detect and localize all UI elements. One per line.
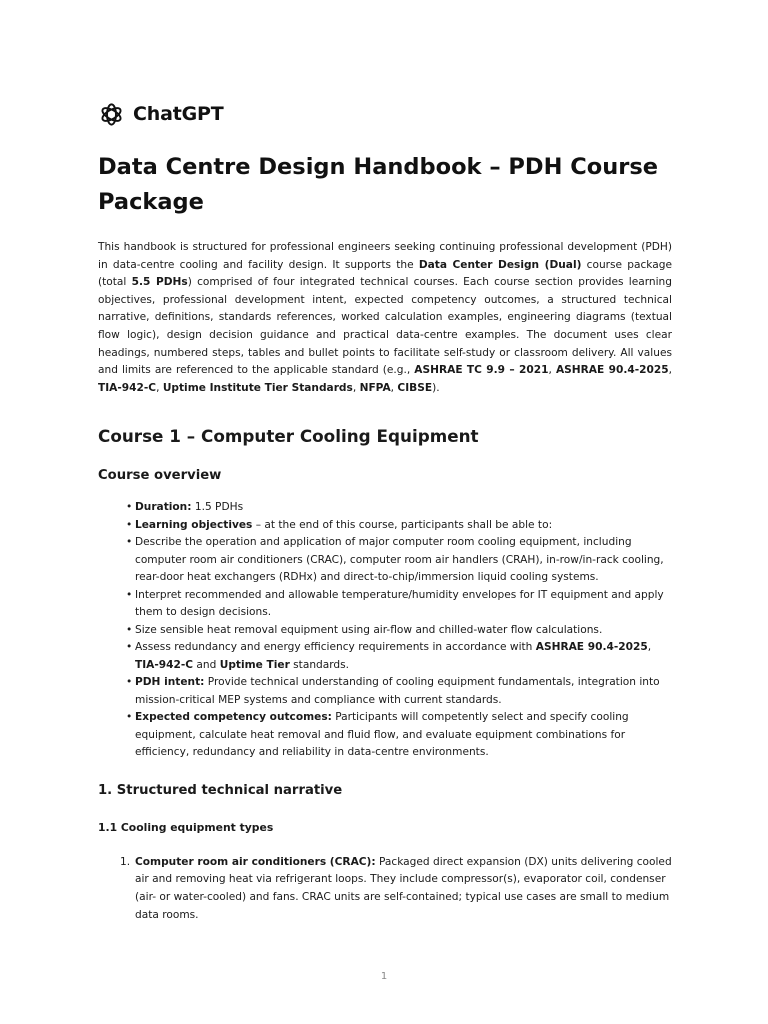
- list-number: 1.: [120, 855, 131, 868]
- list-item: • Size sensible heat removal equipment using air-flow and chilled-water flow calculations.: [126, 622, 672, 640]
- document-page: [98, 100, 672, 924]
- structured-narrative-heading: 1. Structured technical narrative: [98, 782, 343, 798]
- list-item: • Interpret recommended and allowable temperature/humidity envelopes for IT equipment and apply them to design decisions.: [126, 587, 672, 622]
- list-item: • Learning objectives – at the end of this course, participants shall be able to:: [126, 517, 672, 535]
- list-item: • Assess redundancy and energy efficiency requirements in accordance with ASHRAE 90.4-2025, TIA-942-C and Uptime Tier standards.: [126, 639, 672, 674]
- course1-heading: Course 1 – Computer Cooling Equipment: [98, 426, 479, 447]
- chatgpt-logo: [98, 100, 672, 128]
- list-item: 1. Computer room air conditioners (CRAC): Packaged direct expansion (DX) units delivering cooled air and removing heat via refrigerant loops. They include compressor(s), evaporator coil, condenser (air- or water-cooled) and fans. CRAC units are self-contained; typical use cases are small to medium data rooms.: [120, 855, 672, 921]
- openai-knot-icon: [98, 101, 125, 128]
- list-item: • Describe the operation and application of major computer room cooling equipment, including computer room air conditioners (CRAC), computer room air handlers (CRAH), in-row/in-rack cooling, rear-door heat exchangers (RDHx) and direct-to-chip/immersion liquid cooling systems.: [126, 534, 672, 587]
- course-overview-heading: Course overview: [98, 468, 222, 484]
- document-title: Data Centre Design Handbook – PDH Course Package: [98, 154, 658, 215]
- logo-text: ChatGPT: [133, 103, 224, 125]
- list-item: • Duration: 1.5 PDHs: [126, 499, 672, 517]
- list-item: • PDH intent: Provide technical understanding of cooling equipment fundamentals, integration into mission-critical MEP systems and compliance with current standards.: [126, 674, 672, 709]
- cooling-equipment-types-heading: 1.1 Cooling equipment types: [98, 820, 274, 834]
- cooling-equipment-list: [120, 854, 672, 924]
- list-item: • Expected competency outcomes: Participants will competently select and specify cooling equipment, calculate heat removal and fluid flow, and evaluate equipment combinations for efficiency, redundancy and reliability in data-centre environments.: [126, 709, 672, 762]
- page-number: 1: [380, 971, 388, 982]
- course-overview-list: [126, 499, 672, 762]
- intro-paragraph: This handbook is structured for professional engineers seeking continuing professional development (PDH) in data-centre cooling and facility design. It supports the Data Center Design (Dual) course package (total 5.5 PDHs) comprised of four integrated technical courses. Each course section provides learning objectives, professional development intent, expected competency outcomes, a structured technical narrative, definitions, standards references, worked calculation examples, engineering diagrams (textual flow logic), design decision guidance and practical data-centre examples. The document uses clear headings, numbered steps, tables and bullet points to facilitate self-study or classroom delivery. All values and limits are referenced to the applicable standard (e.g., ASHRAE TC 9.9 – 2021, ASHRAE 90.4-2025, TIA-942-C, Uptime Institute Tier Standards, NFPA, CIBSE).: [98, 241, 672, 394]
